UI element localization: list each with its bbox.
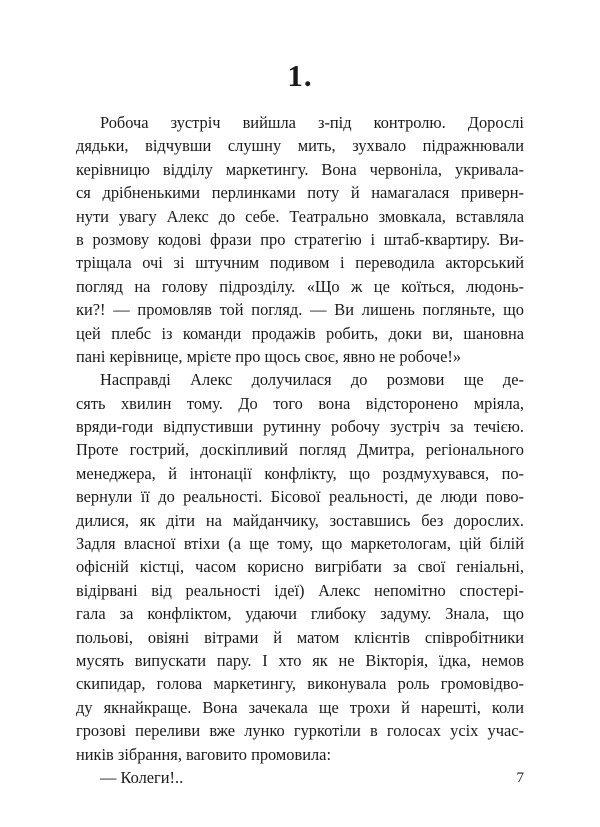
text-line: Насправді Алекс долучилася до розмови ще де-	[100, 370, 524, 390]
page-number: 7	[516, 770, 524, 786]
text-line: нути увагу Алекс до себе. Театрально змовкала, вставляла	[76, 206, 524, 226]
body-text	[76, 111, 524, 789]
chapter-number: 1.	[287, 58, 313, 93]
text-line: гала за конфліктом, удаючи глибоку задуму. Знала, що	[76, 604, 524, 624]
text-line: офісній кістці, часом корисно вигрібати за свої геніальні,	[76, 557, 524, 577]
text-line: вернули її до реальності. Бісової реальності, де люди пово-	[76, 487, 524, 507]
text-line: мусять випускати пару. І хто як не Вікторія, їдка, немов	[76, 650, 524, 670]
text-line: керівницю відділу маркетингу. Вона червоніла, укривала-	[76, 159, 524, 179]
text-line: цей плебс із команди продажів робить, доки ви, шановна	[76, 323, 524, 343]
text-line: Проте гострий, доскіпливий погляд Дмитра, регіонального	[76, 440, 524, 460]
paragraph	[76, 368, 524, 766]
text-line: дядьки, відчувши слушну мить, зухвало підрaжнювали	[76, 136, 524, 156]
text-line: менеджера, й інтонації конфлікту, що роздмухувався, по-	[76, 463, 524, 483]
text-line: скипидар, голова маркетингу, виконувала роль громовідво-	[76, 674, 524, 694]
text-line: ників зібрання, ваговито промовила:	[76, 744, 332, 764]
text-line: вряди-годи відпустивши рутинну робочу зустріч за течією.	[76, 417, 524, 437]
text-line: ду якнайкраще. Вона зачекала ще трохи й нарешті, коли	[76, 697, 524, 717]
paragraph	[76, 111, 524, 368]
text-line: відірвані від реальності ідеї) Алекс непомітно спостері-	[76, 580, 524, 600]
text-line: в розмову кодові фрази про стратегію і штаб-квартиру. Ви-	[76, 229, 524, 249]
text-line: сять хвилин тому. До того вона відсторонено мріяла,	[76, 393, 524, 413]
text-line: дилися, як діти на майданчику, зоставшись без дорослих.	[76, 510, 524, 530]
text-line: ся дрібненькими перлинками поту й намагалася приверн-	[76, 183, 524, 203]
text-line: Задля власної втіхи (а ще тому, що маркетологам, цій білій	[76, 534, 524, 554]
text-line: польові, овіяні вітрами й матом клієнтів співробітники	[76, 627, 524, 647]
text-line: погляд на голову підрозділу. «Що ж це коїться, людонь-	[76, 276, 524, 296]
text-line: Робоча зустріч вийшла з-під контролю. Дорослі	[100, 113, 524, 132]
text-line: грозові переливи вже лунко гуркотіли в голосах усіх учас-	[76, 721, 524, 741]
text-line: тріщала очі зі штучним подивом і переводила акторський	[76, 253, 524, 273]
text-line: пані керівнице, мрієте про щось своє, явно не робоче!»	[76, 346, 462, 366]
text-line: ки?! — промовляв той погляд. — Ви лишень погляньте, що	[76, 300, 524, 320]
paragraph	[76, 766, 524, 789]
text-line: — Колеги!..	[100, 767, 184, 787]
